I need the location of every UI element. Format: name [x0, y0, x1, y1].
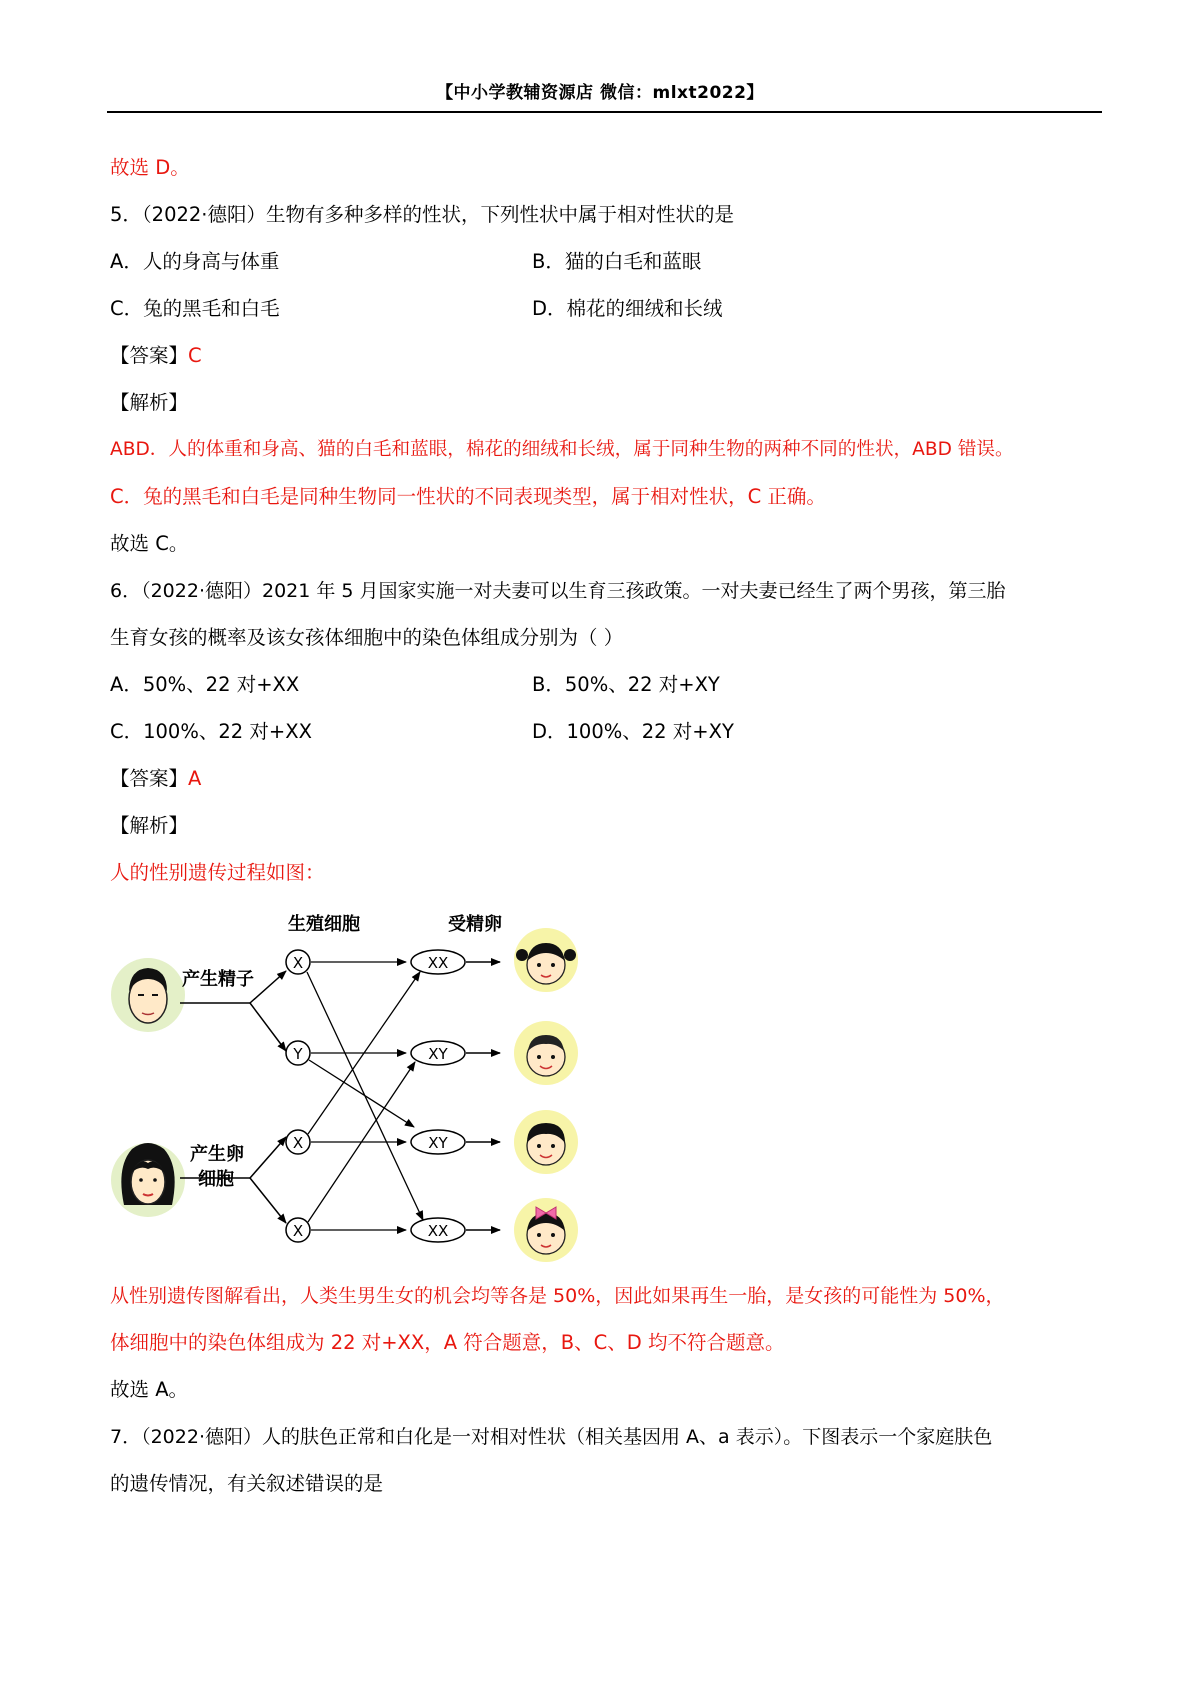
q5-explanation-2: C．兔的黑毛和白毛是同种生物同一性状的不同表现类型，属于相对性状，C 正确。	[110, 485, 826, 508]
child-boy-icon-2	[514, 1110, 578, 1174]
question-5: 5．（2022·德阳）生物有多种多样的性状，下列性状中属于相对性状的是	[110, 203, 734, 226]
zygote-xx-1	[411, 950, 465, 974]
sperm-x-label: X	[292, 954, 304, 972]
q6-option-a: A．50%、22 对+XX	[110, 673, 300, 696]
mother-process-label-2: 细胞	[198, 1169, 234, 1190]
q6-answer: 【答案】A	[110, 767, 202, 790]
zygote-column-label: 受精卵	[448, 914, 502, 935]
question-6-line-2: 生育女孩的概率及该女孩体细胞中的染色体组成分别为（ ）	[110, 626, 624, 649]
q5-analysis-heading: 【解析】	[110, 391, 189, 414]
zygote-xy-1	[411, 1041, 465, 1065]
germ-cell-column-label: 生殖细胞	[288, 914, 360, 935]
q5-option-a: A．人的身高与体重	[110, 250, 280, 273]
q6-explanation-2: 从性别遗传图解看出，人类生男生女的机会均等各是 50%，因此如果再生一胎，是女孩的可能性为 50%，	[110, 1285, 1005, 1307]
q5-option-d: D．棉花的细绒和长绒	[532, 297, 723, 320]
q5-answer: 【答案】C	[110, 344, 202, 367]
zygote-label-2: XY	[428, 1045, 448, 1063]
mother-process-label-1: 产生卵	[190, 1144, 244, 1165]
sperm-x-cell	[286, 950, 310, 974]
header-rule	[107, 111, 1102, 113]
zygote-xy-2	[411, 1130, 465, 1154]
sex-inheritance-diagram	[110, 905, 640, 1265]
egg-x-cell-2	[286, 1218, 310, 1242]
child-girl-icon-2	[514, 1198, 578, 1262]
q6-explanation-3: 体细胞中的染色体组成为 22 对+XX，A 符合题意，B、C、D 均不符合题意。	[110, 1331, 785, 1354]
father-face-icon	[111, 958, 185, 1032]
sperm-y-label: Y	[293, 1045, 303, 1063]
zygote-label-4: XX	[427, 1222, 449, 1240]
q6-option-b: B．50%、22 对+XY	[532, 673, 720, 696]
q6-analysis-heading: 【解析】	[110, 814, 189, 837]
mother-face-icon	[111, 1143, 185, 1217]
father-process-label: 产生精子	[182, 969, 254, 990]
q5-explanation-1: ABD．人的体重和身高、猫的白毛和蓝眼，棉花的细绒和长绒，属于同种生物的两种不同的性状，ABD 错误。	[110, 439, 1014, 460]
child-boy-icon-1	[514, 1021, 578, 1085]
zygote-label-3: XY	[428, 1134, 448, 1152]
egg-x-label-2: X	[292, 1222, 304, 1240]
question-7-line-1: 7．（2022·德阳）人的肤色正常和白化是一对相对性状（相关基因用 A、a 表示）。下图表示一个家庭肤色	[110, 1426, 993, 1448]
egg-x-label-1: X	[292, 1134, 304, 1152]
q6-option-c: C．100%、22 对+XX	[110, 720, 312, 743]
q6-option-d: D．100%、22 对+XY	[532, 720, 734, 743]
page-header: 【中小学教辅资源店 微信：mlxt2022】	[436, 83, 764, 103]
q6-conclusion: 故选 A。	[110, 1378, 189, 1401]
q5-option-c: C．兔的黑毛和白毛	[110, 297, 280, 320]
q5-option-b: B．猫的白毛和蓝眼	[532, 250, 702, 273]
egg-x-cell-1	[286, 1130, 310, 1154]
question-6-line-1: 6．（2022·德阳）2021 年 5 月国家实施一对夫妻可以生育三孩政策。一对夫妻已经生了两个男孩，第三胎	[110, 580, 1006, 602]
question-7-line-2: 的遗传情况，有关叙述错误的是	[110, 1472, 384, 1495]
q6-explanation-intro: 人的性别遗传过程如图：	[110, 861, 325, 884]
conclusion-line: 故选 D。	[110, 156, 190, 179]
q5-conclusion: 故选 C。	[110, 532, 189, 555]
child-girl-icon-1	[514, 928, 578, 992]
sperm-y-cell	[286, 1041, 310, 1065]
zygote-xx-2	[411, 1218, 465, 1242]
zygote-label-1: XX	[427, 954, 449, 972]
